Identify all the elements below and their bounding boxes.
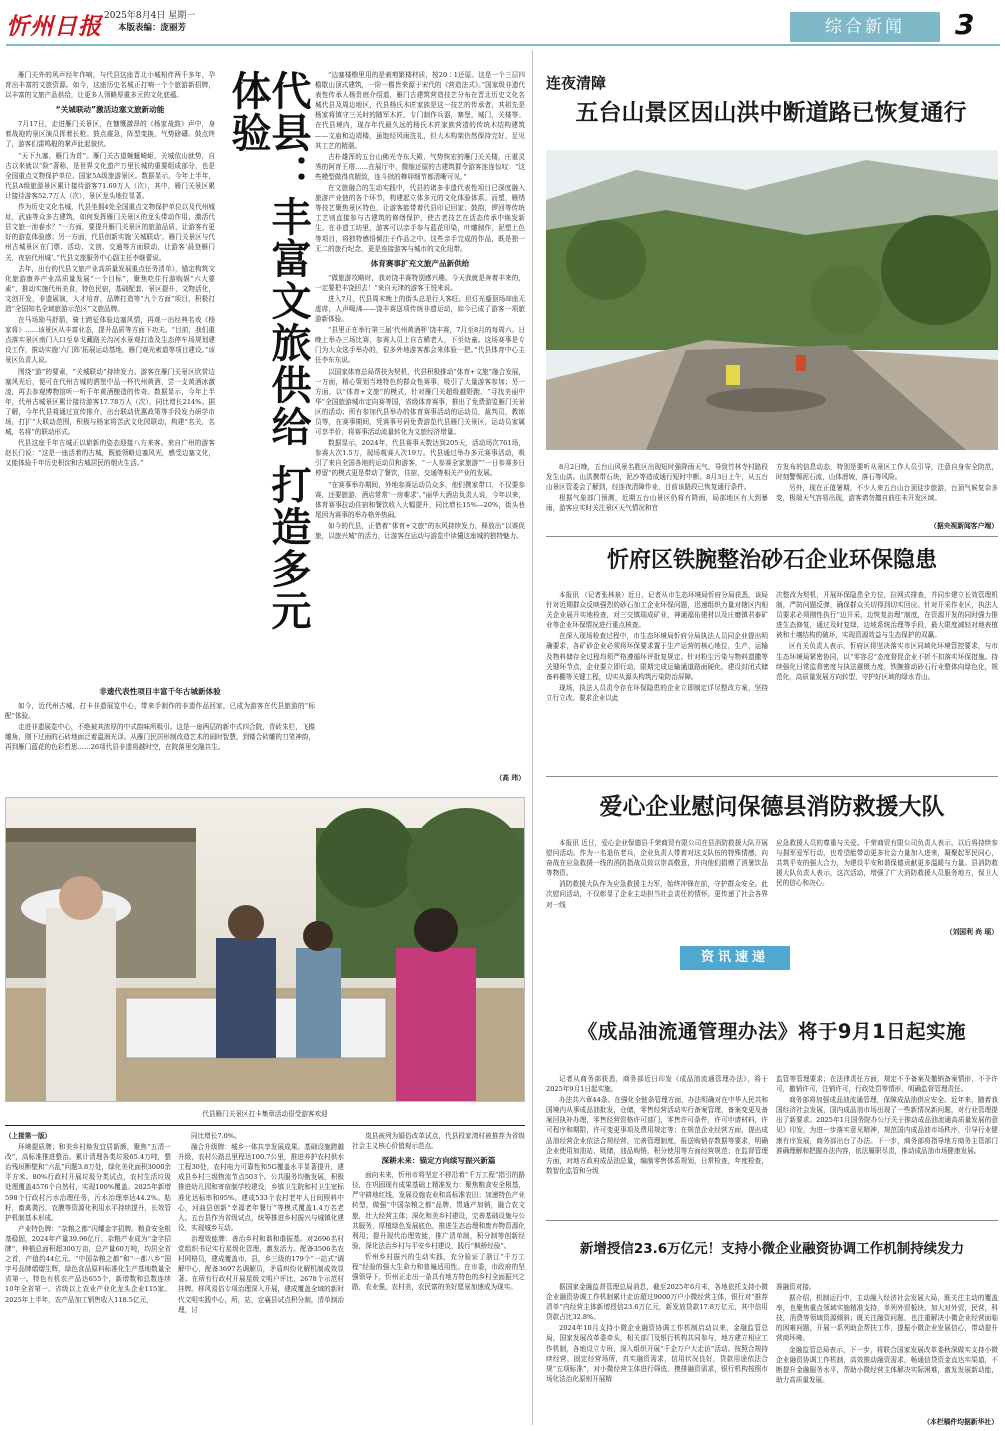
wutaishan-text-b xyxy=(776,462,998,504)
paragraph: 现场，执法人员责令存在环保隐患的企业立即制定详尽整改方案，坚持立行立改。要求企业以此 xyxy=(546,683,768,702)
paragraph: 准融资对接。 xyxy=(776,1283,816,1291)
paragraph: 2024年10月支持小微企业融资协调工作机制启动以来，金融监管总局，国家发展改革委牵头，相关部门及银行机构共同参与，地方建立相应工作机制，各地设立专班，深入组织开展“千企万户大走访”活动。按照合规持续经营，固定经营场所，真实融资需求，信用状况良好，贷款用途依法合规“五项标准”，对小微经营主体进行筛选，摸排融资需求，银行机构按照市场化法治化原则开展精 xyxy=(546,1324,768,1383)
subheading-guancheng: “关城联动”激活边塞文旅新动能 xyxy=(55,105,165,115)
divider xyxy=(5,1125,525,1126)
headline-wutaishan: 五台山景区因山洪中断道路已恢复通行 xyxy=(575,100,967,126)
photo-caption: 代县雁门关景区打卡集章活动很受游客欢迎 xyxy=(202,1110,328,1118)
paragraph: 记者从商务部获悉，商务部近日印发《成品油流通管理办法》，将于2025年9月1日起实施。 xyxy=(546,1075,768,1094)
section-name: 综合新闻 xyxy=(825,17,905,37)
feature-col1-top xyxy=(5,70,215,469)
paragraph: 商务部将加强成品油流通管理，保障成品油供应安全。近年来，随着我国经济社会发展，国内成品油市场出现了一些新情况新问题，对行业管理提出了新要求。2025年1月国务院办公厅关于推动成品油流通高质量发展的意见》印发，为进一步落实意见精神，规范国内成品油市场秩序，引导行业健康有序发展，商务部出台了办法。下一步，商务部将指导地方商务主管部门准确理解和把握办法内容，依法履职尽责，推动成品油市场健康发展。 xyxy=(776,1096,998,1155)
flood-photo xyxy=(546,150,998,450)
paragraph: “做旅游攻略时，我对饶丰赛特别感兴趣。今天我就是奔着丰来的，一定要把丰饶回去！”来自天津的游客王悦来说。 xyxy=(315,273,525,292)
newspaper-logo: 忻州日报 xyxy=(6,14,102,40)
subheading-feiyi: 非遗代表性项目丰富千年古城新体验 xyxy=(99,687,221,696)
paragraph: 本报讯 近日，爱心企业保德县千荣商贸有限公司在县消防救援大队开展慰问活动。作为一名退伍老兵，企业负责人带着对这支队伍的特殊情感，向奋战在应急救援一线的消防指战员致以崇高敬意，并向他们捐赠了消暑饮品等物资。 xyxy=(546,839,768,878)
paragraph: 忻州乡村振兴的生动实践，充分验证了浙江“千万工程”经验的强大生命力和普遍适用性。在市委，市政府的坚强领导下，忻州正走出一条具有地方特色的乡村全面振兴之路，农业强，农村美，农民富的美好愿景加速成为现实。 xyxy=(352,1252,525,1292)
paragraph: 次整改为契机，开展环保隐患全方位，拉网式排查，并同步建立长效管理机制，严防问题反弹，确保群众关切得到切实回应。针对开采作业区，执法人员要求必须刚性执行“边开采，边恢复治理”制度，在资源开发的同时强力推进生态修复，通过及时复绿，边坡系统治理等手段，最大限度减轻对地表植被和土壤结构的破坏，实现资源效益与生态保护的双赢。 xyxy=(776,591,998,640)
baode-credit: （刘国利 尚 瑶） xyxy=(945,928,998,936)
paragraph: “县里正在举行第三届‘代州黄酒杯’饶丰赛，7月至8月的每周六、日晚上举办三场比赛，参赛人员上自古稀老人，下至幼童。这场赛事是专门为大众选手举办的，很多外地游客都会来体验一把。”代县体育中心主任李东东说。 xyxy=(315,326,525,365)
paragraph: 应急救援人员的尊重与关爱。千荣商贸有限公司负责人表示，以后将持续参与拥军爱军行动，也希望能带动更多社会力量加入进来，凝聚起军民同心，共筑平安的强大合力，为建设平安和谐保德贡献更多温暖与力量。县消防救援大队负责人表示，这次活动，增强了广大消防救援人员服务地方，保卫人民的信心和决心。 xyxy=(776,839,998,888)
sand-text-b xyxy=(776,590,998,683)
section-banner xyxy=(790,12,940,42)
wutaishan-text-a xyxy=(546,462,768,514)
paragraph: 在文旅融合的生动实践中，代县的诸多非遗代表性项目已深度融入旅游产业链的各个环节，构建起立体多元的文化体验体系。而塑，雁绣等技艺聚焦景区特色，让游客能带着代县印记回家；鼓韵，锣回等传统工艺则直接参与古建筑的修缮保护，使古老技艺在活态传承中焕发新生。在非遗工坊里，游客可以亲手参与蓝花印染，叶雕制作，泥塑上色等项目，将独特感悟倾注于作品之中。这些亲手完成的作品，既是独一无二的旅行纪念，更是连接游客与城市的文化纽带。 xyxy=(315,184,525,253)
masthead-rule xyxy=(6,44,1000,46)
feature-headline: 代县：丰富文旅供给 打造多元体验 xyxy=(225,70,311,632)
paragraph: 治理效能牌：善治乡村和谐和谐振基。对2696名村党组织书记实行星级化管理，激发活力。配备3506名农村网格员，建成覆盖市，县，乡三级的179个“一站式”调解中心，配备3697名调解员，矛盾纠纷化解机制成效显著。在所有行政村开展星级文明户评比，2678个示范村挂牌。移风易俗专项治理深入开展，建成覆盖全域的新时代文明实践中心，所，站，定襄县试点积分制，清单制治理，讨 xyxy=(178,1234,344,1314)
paragraph: 产业特色牌：“杂粮之都”闪耀金字招牌。粮食安全根基稳固，2024年产量39.96亿斤，杂粮产业成为“金字招牌”，种植总面积超300万亩，总产量60万吨，均居全省之首，产值约44亿元。“中国杂粮之都”和“一都八乡”国字号品牌熠熠生辉，绿色食品原料标准化生产基地数量全省第一。特色有机农产品达655个，新增数和总数连续10年全省第一。省级以上农业产业化龙头企业115家。2025年上半年，农产品加工销售收入118.5亿元， xyxy=(5,1224,171,1304)
paragraph: 同比增长7.0%。 xyxy=(191,1132,241,1140)
paragraph: 据介绍，机制运行中，主动融入经济社会发展大局，既关注主动的覆盖率，也聚焦重点领域实施精准支持，单列外贸板块，加大对外贸，民营，科技，消费等领域资源倾斜；既关注融资问题，也注重解决小微企业经营面临的困难问题，开展一系列助企帮扶工作，提振小微企业发展信心，带动提升营商环境。 xyxy=(776,1294,998,1343)
paragraph: 办法共六章44条。在强化全链条管理方面，办法明确对在中华人民共和国境内从事成品油批发，仓储，零售经营活动实行备案管理，备案变更及备案回执补办理，零售经营资格许可部门，零售许可条件，许可申请材料，许可程序和期限，许可变更事项及费用规定等；在规范企业经营方面，提出成品油经营企业依法合规经营，完善管理制度，报送购销存数据等要求，明确企业使用加油站，吸储，油品购销，积分使用等方面经营规范；在监督管理方面，对地方政府成品油总量，编制零售体系规划，日常检查，年度检查，数智化监管和分级 xyxy=(546,1096,768,1175)
continued-col3 xyxy=(352,1131,525,1293)
paragraph: 本报讯 （记者张林泉）近日，记者从市生态环境局忻府分局获悉，该局针对近期群众反映强烈的砂石加工企业环保问题，迅速组织力量对辖区内相关企业展开实地检查，对三交镇瑞成矿业，神通福佑建材以及庄磨镇君泰矿业等企业环保情况进行重点核查。 xyxy=(546,591,768,630)
feature-author: （高 玮） xyxy=(495,774,525,782)
paragraph: 面向未来，忻州市将坚定不移沿着“千万工程”指引的路径，在巩固现有成果基础上精准发力：聚焦粮食安全根基，严守耕地红线，发展设施农业和高标准农田；加速特色产业转型，做强“中国杂粮之都”品牌，贯通产加销，融合农文旅，壮大经营主体；深化和美乡村建设，完善基础设施与公共服务，厚植绿色发展底色，推进生态治理和废弃物资源化利用；提升现代治理效能，推广清单制，积分制等创新经验，深化法治乡村与平安乡村建设，践行“枫桥经验”。 xyxy=(352,1171,525,1250)
paragraph: 去年，出台的代县文旅产业高质量发展重点任务清单》，锚定构筑文化旅游康养产业高质量发展“一个目标”，聚焦吃住行游购娱“六大要素”，推动实施代州美食，特色民宿，基础配套，景区提升，文物活化，文创开发，非遗展演，人才培育，品牌打造等“九个方面”项目，积极打造“全国知名全域旅游示范区”文旅品牌。 xyxy=(5,264,215,313)
oil-text-b xyxy=(776,1074,998,1157)
paragraph: 在深入现场检查过程中，市生态环境局忻府分局执法人员同企业提出明确要求，各矿砂企业必须将环保要求置于生产运营的核心地位，生产，运输及物料储存全过程均须严格遵循环评批复规定。针对粉尘污染与物料遗撒等关键环节点，企业要立即行动，限期完成运输通道路面硬化，建设封闭式储备料棚等关键工程，切实从源头构筑污染防治屏障。 xyxy=(546,632,768,681)
subheading-future: 深耕未来：锚定方向续写振兴新篇 xyxy=(381,1156,496,1166)
paragraph: 如今的代县，正借着“体育+文旅”的东风持续发力，释放出“以赛促旅，以旅兴城”的活力，让游客在运动与游览中读懂这座城的独特魅力。 xyxy=(315,521,525,541)
paragraph: “天下九塞，雁门为首”。雁门关古道蜿蜒崎岖，关城依山就势，自古以来就以“险”著称，是世界文化遗产万里长城的重要组成部分，也是全国重点文物保护单位、国家5A级旅游景区。数据显示，今年上半年，代县A级旅游景区累计接待游客71.69万人（次），其中，雁门关景区累计接待游客52.7万人（次），景区龙头地位显著。 xyxy=(5,151,215,200)
paragraph: 数据显示，2024年，代县赛事天数达到205天，活动场次761场，参赛人次1.5万，现场观赛人次19万。代县通过举办多元赛事活动，吸引了来自全国各地的运动员和游客，“一人参赛全家旅游”“一日参赛多日停留”的模式更是带动了餐饮，住宿，交通等相关产业的发展。 xyxy=(315,439,525,478)
tourists-photo-illustration xyxy=(6,798,525,1102)
wutaishan-credit: （据央视新闻客户端） xyxy=(930,522,998,530)
paragraph: 8月2日晚，五台山风景名胜区出现短时强降雨天气，导致竹林寺村路段发生山洪。山洪携带石块，泥沙等造成通行短时中断。8月3日上午，从五台山景区管委会了解到，经连夜清障作业，目前该路段已恢复通行条件。 xyxy=(546,463,768,492)
page-editor: 本版表编：庞丽芳 xyxy=(118,23,187,33)
continued-label: （上接第一版） xyxy=(5,1132,52,1140)
paragraph: 以国家体育总局帮扶为契机，代县积极推动“体育+文旅”融合发展，一方面，精心策划当地特色的群众性赛事，吸引了大量游客参加；另一方面，以“体育+文旅”的模式，针对雁门关超级越野跑、“寻找美丽中华”全国旅游城市定向赛等国，省级体育赛事，推出了免费游览雁门关景区的活动；所有参加代县举办的体育赛事活动的运动员，裁判员，教练员等，在赛事期间，凭赛事号码免费游览代县雁门关景区，运动员家属可享半价，将赛事活动流量转化为文旅经济增量。 xyxy=(315,367,525,437)
paragraph: 雁门关外的风声经年作响，与代县这座晋北小城相伴两千多年，孕育出丰富的文旅资源。如今，这座历史名城正打响一个个旅游新招牌，以丰富的文旅产品供给，让更多人领略厚重多元的文化底蕴。 xyxy=(5,71,215,100)
paragraph: 金融监管总局表示，下一步，将联合国家发展改革委秋深做实支持小微企业融资协调工作机制，高效推动融资需求，畅通信贷资金直达实渠道，不断提升金融服务水平，帮助小微经营主体解决实际困难，激发发展新动能，助力高质量发展。 xyxy=(776,1345,998,1384)
paragraph: 根据气象部门预测，近期五台山景区仍将有降雨，局部地区有大到暴雨，游客应实时关注景区天气情况和官 xyxy=(546,494,768,513)
paragraph: 围绕“游”的要素，“关城联动”持续发力。游客在雁门关景区欣赏边塞风光后，便可在代州古城的洒堡中品一杯代州黄酒，尝一支黄酒冰激凌，再去参观博物馆听一听千年黄酒酿造的传奇。数据显示，今年上半年，代州古城景区累计接待游客17.78万人（次），同比增长214%。据了解，今年代县将通过宣传推介，出台联动优惠政策等手段发力研学市场，打扩“大联动范围，积极与杨家将苦武文化园联动，构建“名关，名城，名将”的联动形式。 xyxy=(5,367,215,437)
express-banner xyxy=(680,946,790,970)
masthead xyxy=(0,0,1005,46)
divider xyxy=(546,536,998,537)
feature-col2 xyxy=(315,70,525,542)
paragraph: 走进非遗展览中心，不绝被其浓厚的中式韵味所吸引。这是一座两层的新中式四合院，青砖朱栏，飞檐雕角，刚下过雨的石砖地面泛着温润光泽。从雁门民居形制改造艺术的闹时智慧，到镂合砖雕的刀笔神韵，再到雁门蓝花的色彩哲思……26项代县非遗将越时空，在院落里交融共生。 xyxy=(5,723,315,752)
column-divider xyxy=(532,50,533,1425)
credit-text-b xyxy=(776,1282,998,1386)
paragraph: 代县这座千年古城正以崭新的姿态迎接八方来客。来自广州的游客赵长门说：“这是一座活着的古城，既能领略边塞风光，感受边塞文化，又能体验千年历史积淀和古城居民的烟火生活。” xyxy=(5,439,215,468)
kicker: 连夜清障 xyxy=(546,74,607,92)
paragraph: 进入7月，代县周末晚上的街头总是行人客旺。但灯光蹙顶场却座无虚席，人声喝沸——饶丰赛送项传统非遗运动，如今已成了游客一项旅游新体验。 xyxy=(315,294,525,324)
headline-oil: 《成品油流通管理办法》将于9月1日起实施 xyxy=(577,1020,967,1043)
feature-col1-bottom xyxy=(5,682,315,753)
paragraph: 如今，近代州古城，打卡非遗展览中心，带来手制作的非遗作品回家，已成为游客在代县旅游的“标配”体验。 xyxy=(5,702,315,721)
continued-col2 xyxy=(178,1131,344,1316)
paragraph: 7月17日，走进雁门关景区，在慷慨激昂的《杨家战鼓》声中，身着战袍的景区演员挥着长枪。鼓点震急，阵型变换，气势磅礴。鼓点终了，游客们雷鸣般的掌声此起彼伏。 xyxy=(5,120,215,149)
sand-text-a xyxy=(546,590,768,704)
paragraph: 据国家金融监督管理总局消息，截至2025年6月末，各地依托支持小微企业融资协调工作机制累计走访超过9000万户小微经营主体，银行对“推荐清单”内经营主体新增授信23.6万亿元，新发放贷款17.8万亿元，其中信用贷款占比32.8%。 xyxy=(546,1283,768,1322)
feature-photo xyxy=(5,797,525,1102)
paragraph: 消防救援大队作为应急救援主力军，始终冲锋在前，守护群众安全。此次慰问活动，不仅彰显了企业主动担当社会责任的情怀，更传递了社会各界对一线 xyxy=(546,880,768,909)
paragraph: 另外，现在正值暑期，不少人来五台山台顶徒步旅游，台顶气候复杂多变，极端天气容易出现，游客请勿擅自前往未开发区域。 xyxy=(776,484,998,503)
baode-text-a xyxy=(546,838,768,911)
oil-text-a xyxy=(546,1074,768,1177)
paragraph: 方发布的信息动态，特别是要听从景区工作人员引导，注意自身安全防范，时刻警惕泥石流，山体滑坡，落石等风险。 xyxy=(776,463,998,482)
paragraph: 岚县被列为婚俗改革试点，代县段家湾村被推荐为省级社会主义核心价值观示范点。 xyxy=(352,1132,525,1151)
baode-text-b xyxy=(776,838,998,889)
headline-sand: 忻府区铁腕整治砂石企业环保隐患 xyxy=(606,548,937,573)
subheading-tiyu: 体育赛事扩充文旅产品新供给 xyxy=(370,258,470,268)
paragraph: 在马场励马舒箭，骑士跨征体验边塞风情，再观一出经典名戏《杨家将》……该景区从丰富业态，提升品质等方面下功夫。“目前，我们重点落实景区南门入口至阜戈藏路关沟河水景观打造及生态停车场规划建设工作，推动实施‘六门阵’拓展运动基地，雁门观光索道等项目建设。”该景区负责人说。 xyxy=(5,316,215,365)
express-label: 资讯速递 xyxy=(700,950,769,965)
headline-baode: 爱心企业慰问保德县消防救援大队 xyxy=(599,794,945,820)
paragraph: 监管等管理要求；在法律责任方面，规定不予备案及撤销备案情形，不予许可，撤销许可，注销许可，行政处罚等情形，明确监督管理责任。 xyxy=(776,1075,998,1094)
continued-col1 xyxy=(5,1131,171,1306)
paragraph: “在赛事举办期间，外地参赛运动员众多，他们携家带口，不仅要参赛，还要旅游，酒店常常‘一房难求’。”丽华大酒店负责人说，今年以来，体育赛事拉动住宿和餐饮收入大幅提升，同比增长15%—20%，街头巷尾因为赛事的举办格外热闹。 xyxy=(315,480,525,519)
paragraph: 环境提质牌；和美乡村焕发宜居新颜，聚焦“五清一改”，高标准推进整治。累计清理各类垃圾65.4万吨，整治残垣断壁和“六乱”问题3.8万处，绿化美化面积3000余平方米。80%行政村开展垃圾分类试点，农村生活垃圾处理覆盖4576个自然村，实现100%覆盖。2025年新增598个行政村污水治理任务，污水治理率达44.2%。粘籽，畜禽粪污，农膜等资源化利用水平持续提升，长效管护机制基本形成。 xyxy=(5,1143,171,1222)
page-number: 3 xyxy=(955,8,975,41)
headline-credit: 新增授信23.6万亿元！支持小微企业融资协调工作机制持续发力 xyxy=(579,1241,965,1257)
express-credit: （本栏稿件均据新华社） xyxy=(923,1418,998,1426)
paragraph: “边塞楼橹里用的是刺剪繁楼材质，按20∶1还原。这是一个三层四檐歇山顶式建筑，一阶一檐皆来源于宋代的《营造法式》。”国家级非遗代表性传承人杨贵庭介绍道，雁门古建筑营造技艺分布在晋北历史文化名城代县及周边地区，代县杨氏木匠家族是这一技艺的传承者，其祖先是杨家将镇守三关时的随军木匠，专门制作兵器，寨堡，城门，关楼等。在代县境内，现存年代最久远的杨氏木匠家族营造的传统木结构建筑——文庙和边靖楼，虽饱经风雨洗礼，但大木构架仍然保持完好，足见其工艺的精湛。 xyxy=(315,71,525,150)
divider xyxy=(546,776,998,777)
paragraph: 作为历史文化名城，代县坐拥4处全国重点文物保护单位以及代州城址，武庙等众多古建筑，如何发挥雁门关景区的龙头带动作用，激活代县文旅一池春水？“一方面，要提升雁门关景区的旅游品质，让游客有更好的游览体验感；另一方面，代县创新实施‘关城联动’，雁门关景区与代州古城景区在门票、活动、文创、交通等方面联动，让游客‘晨登雁门关，夜宿代州城’。”代县文旅服务中心副主任李继蕾说。 xyxy=(5,203,215,262)
paragraph: 古朴雄浑的五台山佛光寺东大殿、气势恢宏的雁门关关楼，庄重灵秀的阿育王塔……在展厅中，微缩还原的古建筑群令游客连连惊叹：“这些模型做得真精致，连斗拱的榫卯细节都清晰可见。” xyxy=(315,152,525,181)
mountain-road-illustration xyxy=(546,150,998,450)
divider xyxy=(546,1220,998,1221)
issue-date: 2025年8月4日 星期一 xyxy=(104,11,196,21)
credit-text-a xyxy=(546,1282,768,1385)
paragraph: 区有关负责人表示，忻府区将坚决落实市区同域化环境管控要求，与市生态环境局紧密协同，以“零容忍”态度督促企业不折不扣落实环保措施。持续强化日常监督密度与执法震慑力度，铁腕推动砂石行业整体向绿色化，规范化，高质量发展方向转型，守护好区域的绿水青山。 xyxy=(776,642,998,681)
paragraph: 融合升级牌：城乡一体共享发展成果。基础设施跨越升级，农村公路总里程达100.7公里，推进养护农村供水工程30处，农村电力可靠性和5G覆盖水平显著提升，建成县乡村三级物流节点503个。公共服务均衡发展，积极推进幼儿园和寄宿制学校建设，乡镇卫生院和村卫生室标准化达标率和95%。建成533个农村老年人日间照料中心，河曲县创新“幸福老年餐厅”等模式覆盖1.4万名老人。五台县作为省级试点，统筹推进乡村振兴与城镇化建设，实现城乡互动。 xyxy=(178,1143,344,1232)
